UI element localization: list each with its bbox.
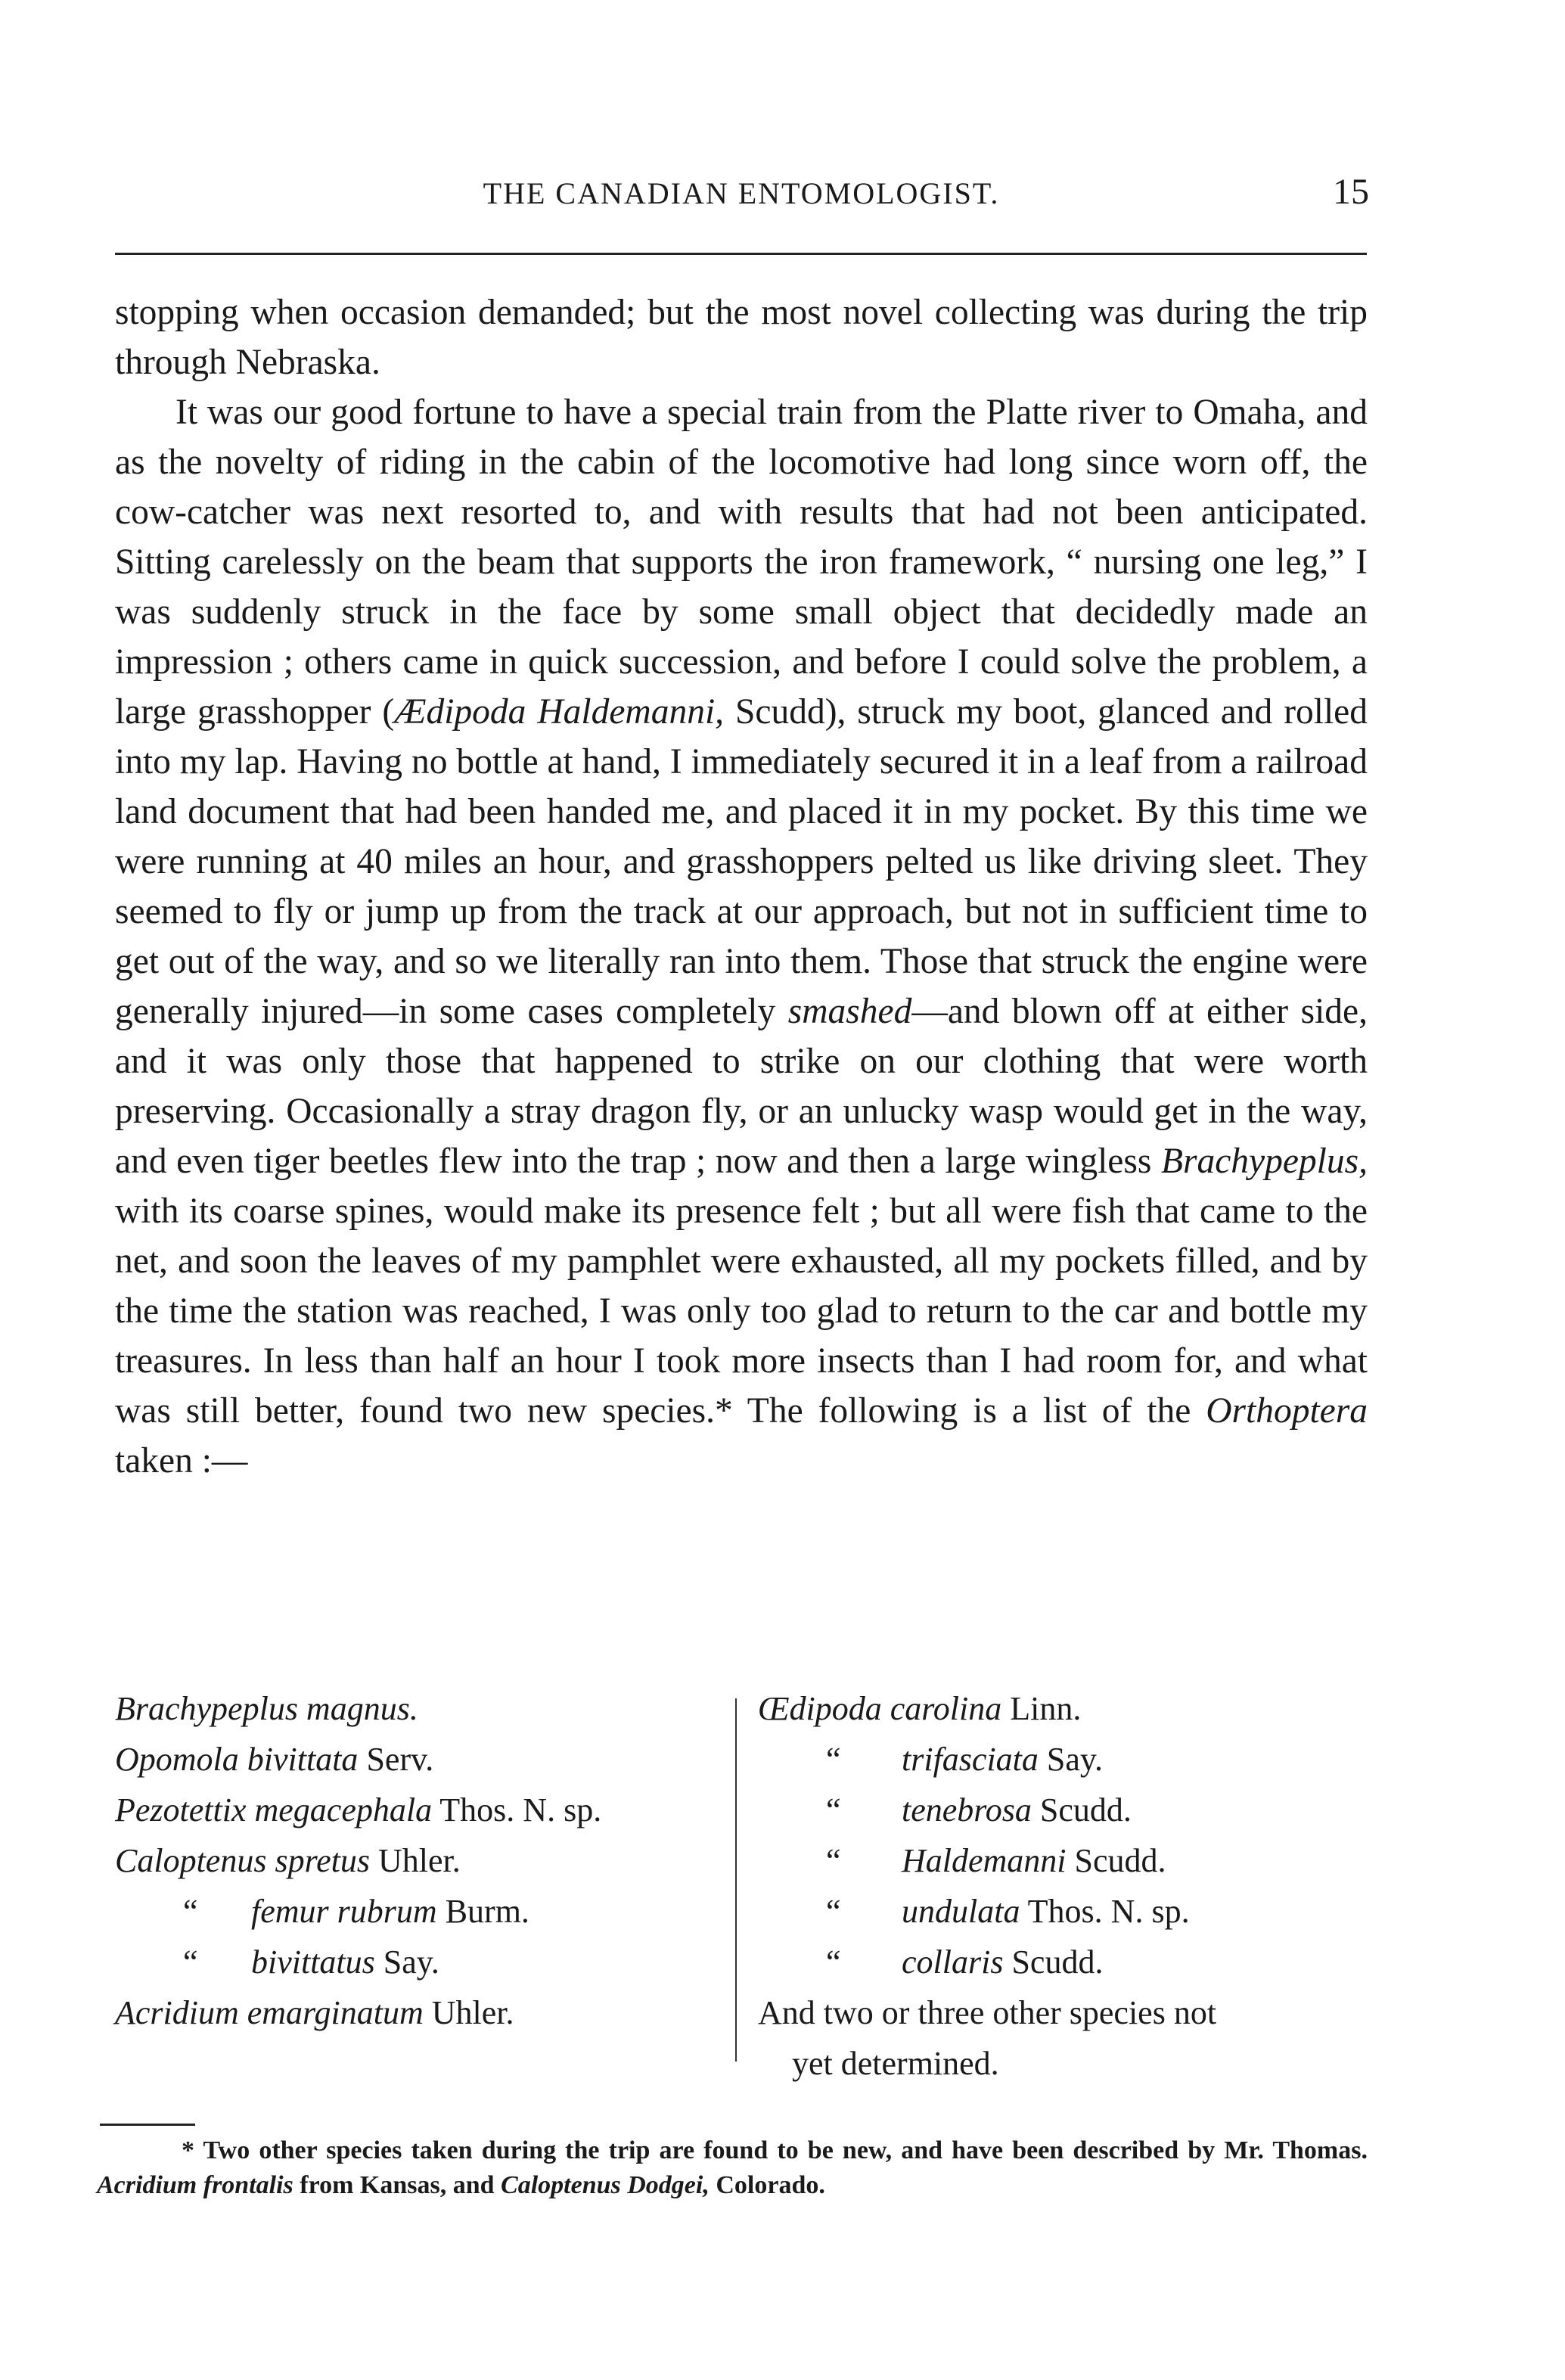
species-column-left [115, 1683, 735, 2038]
ditto-mark: “ [183, 1943, 198, 1981]
species-row [758, 1734, 1368, 1785]
ditto-mark: “ [826, 1842, 841, 1879]
species-name: femur rubrum [251, 1893, 437, 1930]
p2-text-d: with its coarse spines, would make its presence felt ; but all were fish that came to the net, and soon the leaves of my pamphlet were exhausted, all my pockets filled, and by the time the station was reached, I was only too glad to return to the car and bottle my treasures. In less than half an hour I took more insects than I had room for, and what was still better, found two new species.* The following is a list of the [115, 1192, 1368, 1431]
p2-text-e: taken :— [115, 1441, 248, 1481]
ditto-mark: “ [826, 1943, 841, 1981]
species-row [115, 1785, 735, 1835]
paragraph-2 [115, 387, 1368, 1486]
species-author: Thos. N. sp. [439, 1791, 602, 1828]
species-name: Pezotettix megacephala [115, 1791, 433, 1828]
species-author: Burm. [445, 1893, 529, 1930]
species-row [758, 1785, 1368, 1835]
p2-text-a: It was our good fortune to have a special train from the Platte river to Omaha, and as the novelty of riding in the cabin of the locomotive had long since worn off, the cow-catcher was next resorted to, and with results that had not been anticipated. Sitting carelessly on the beam that supports the iron framework, “ nursing one leg,” I was suddenly struck in the face by some small object that decidedly made an impression ; others came in quick succession, and before I could solve the problem, a large grasshopper ( [115, 393, 1368, 732]
footnote [97, 2133, 1368, 2203]
species-column-right [758, 1683, 1368, 2089]
running-title: THE CANADIAN ENTOMOLOGIST. [483, 176, 1000, 210]
species-author: Uhler. [377, 1842, 461, 1879]
footnote-rule [100, 2124, 195, 2126]
species-name: Brachypeplus magnus. [115, 1690, 418, 1727]
species-name: Œdipoda carolina [758, 1690, 1002, 1727]
species-author: Scudd. [1039, 1791, 1132, 1828]
species-note-line-2: yet determined. [792, 2045, 999, 2082]
species-row [115, 1886, 735, 1937]
species-name: tenebrosa [902, 1791, 1032, 1828]
species-author: Uhler. [431, 1994, 514, 2031]
species-author: Scudd. [1074, 1842, 1166, 1879]
genus-aedipoda: Ædipoda Haldemanni, [394, 692, 725, 732]
species-row [115, 1683, 735, 1734]
species-author: Thos. N. sp. [1027, 1893, 1190, 1930]
species-row [758, 1937, 1368, 1987]
species-list [115, 1683, 1368, 2082]
species-row [758, 1835, 1368, 1886]
word-smashed: smashed [787, 992, 912, 1031]
species-name: Opomola bivittata [115, 1741, 359, 1778]
ditto-mark: “ [826, 1893, 841, 1930]
species-row [115, 1734, 735, 1785]
genus-brachypeplus: Brachypeplus, [1160, 1142, 1368, 1181]
paragraph-1: stopping when occasion demanded; but the most novel collecting was during the trip through Nebraska. [115, 293, 1368, 382]
column-divider [735, 1698, 737, 2062]
footnote-species-1: Acridium frontalis [97, 2171, 293, 2199]
order-orthoptera: Orthoptera [1206, 1391, 1368, 1431]
p2-text-c: —and blown off at either side, and it was only those that happened to strike on our clothing that were worth preserving. Occasionally a stray dragon fly, or an unlucky wasp would get in the way, and even tiger beetles flew into the trap ; now and then a large wingless [115, 992, 1368, 1181]
species-author: Linn. [1010, 1690, 1082, 1727]
species-name: bivittatus [251, 1943, 375, 1981]
species-name: trifasciata [902, 1741, 1039, 1778]
species-author: Say. [383, 1943, 439, 1981]
ditto-mark: “ [826, 1791, 841, 1828]
running-header [113, 168, 1369, 221]
species-row [758, 1683, 1368, 1734]
species-note-line-1: And two or three other species not [758, 1994, 1217, 2031]
species-row [115, 1835, 735, 1886]
species-name: Caloptenus spretus [115, 1842, 370, 1879]
footnote-text-a: * Two other species taken during the trip are found to be new, and have been described by Mr. Thomas. [182, 2136, 1368, 2164]
species-author: Say. [1046, 1741, 1104, 1778]
species-author: Serv. [366, 1741, 434, 1778]
footnote-species-2: Caloptenus Dodgei, [501, 2171, 710, 2199]
species-row [758, 1886, 1368, 1937]
body-text [115, 287, 1368, 1486]
ditto-mark: “ [826, 1741, 841, 1778]
species-name: Acridium emarginatum [115, 1994, 424, 2031]
p2-text-b: Scudd), struck my boot, glanced and rolled into my lap. Having no bottle at hand, I immediately secured it in a leaf from a railroad land document that had been handed me, and placed it in my pocket. By this time we were running at 40 miles an hour, and grasshoppers pelted us like driving sleet. They seemed to fly or jump up from the track at our approach, but not in sufficient time to get out of the way, and so we literally ran into them. Those that struck the engine were generally injured—in some cases completely [115, 692, 1368, 1031]
species-row [115, 1937, 735, 1987]
header-rule [115, 253, 1367, 255]
species-name: collaris [902, 1943, 1004, 1981]
species-name: undulata [902, 1893, 1020, 1930]
species-name: Haldemanni [902, 1842, 1067, 1879]
species-author: Scudd. [1011, 1943, 1104, 1981]
page-number: 15 [1333, 172, 1369, 212]
species-row [115, 1987, 735, 2038]
footnote-text-c: from Kansas, and [293, 2171, 501, 2199]
footnote-text-e: Colorado. [709, 2171, 825, 2199]
ditto-mark: “ [183, 1893, 198, 1930]
